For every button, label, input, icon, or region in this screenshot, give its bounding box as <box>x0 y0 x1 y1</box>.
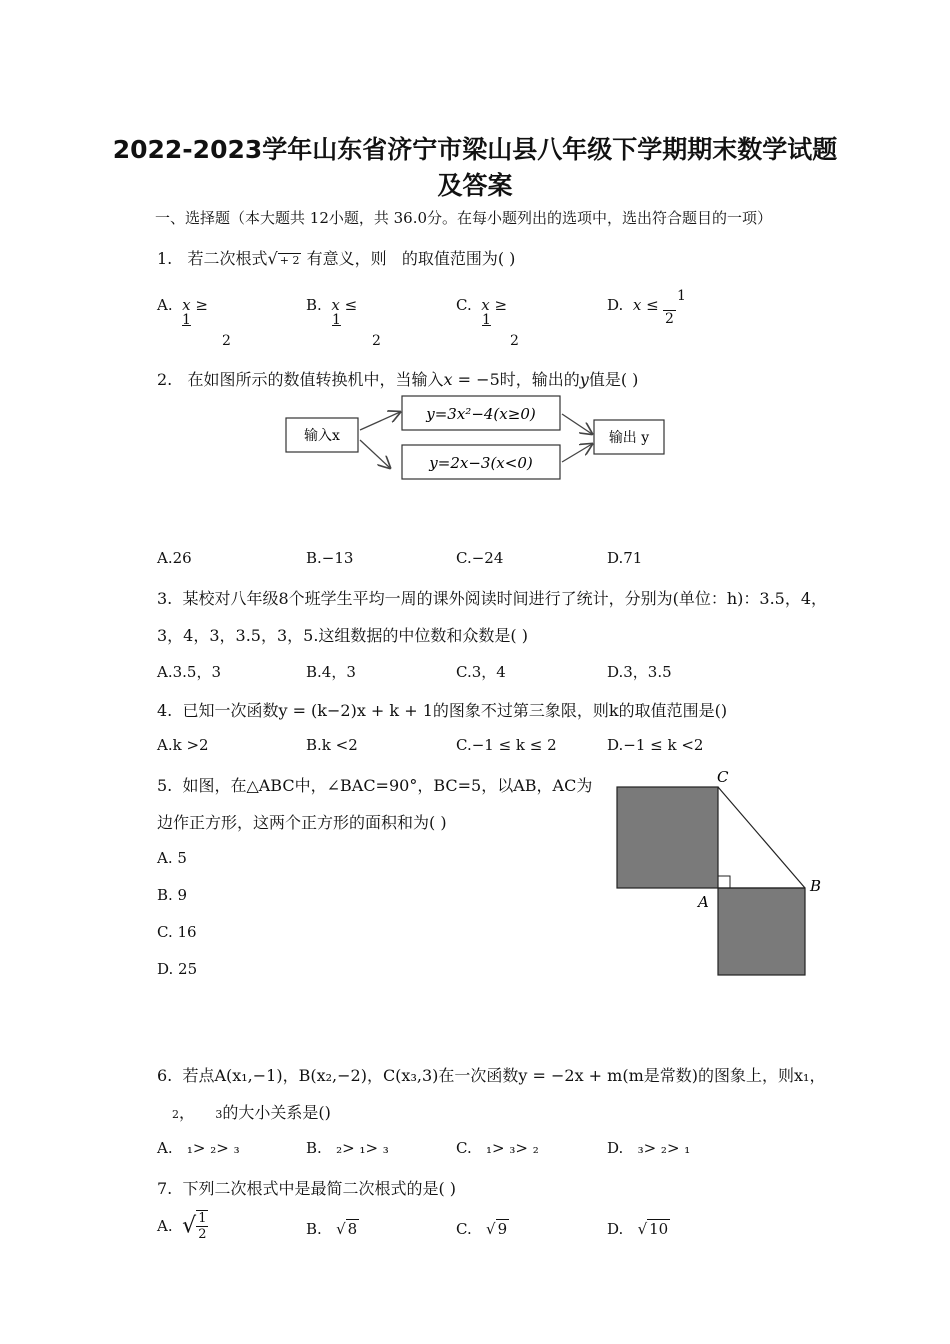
q4-option-c[interactable]: C.−1 ≤ k ≤ 2 <box>456 736 557 754</box>
q2-stem-c: 值是( ) <box>588 370 639 389</box>
q1-d-label: D. <box>607 296 624 314</box>
q6-c-expr: ₁> ₃> ₂ <box>486 1139 539 1157</box>
q6-line1: 若点A(x₁,−1)，B(x₂,−2)，C(x₃,3)在一次函数y = −2x + m(m是常数)的图象上，则x₁， <box>182 1066 826 1085</box>
q5-option-d[interactable]: D. 25 <box>157 960 198 978</box>
q1-option-d[interactable] <box>607 296 659 314</box>
q6-option-d[interactable] <box>607 1139 690 1157</box>
hypotenuse-bc <box>718 787 805 888</box>
q1-d-num: 1 <box>677 288 686 304</box>
q2-stem-eq: = −5 <box>452 370 500 389</box>
q1-b-label: B. <box>306 296 322 314</box>
q1-c-rel: ≥ <box>494 296 508 314</box>
q7-a-fraction <box>196 1210 208 1242</box>
q7-a-num: 1 <box>198 1211 207 1226</box>
q7-a-den: 2 <box>198 1227 207 1242</box>
sqrt-sign-icon: √ <box>336 1220 346 1238</box>
doc-title-line1: 2022-2023学年山东省济宁市梁山县八年级下学期期末数学试题 <box>112 135 838 164</box>
q6-sub3: 3 <box>215 1108 223 1121</box>
q7-option-a[interactable] <box>157 1210 208 1242</box>
q3-option-c[interactable]: C.3，4 <box>456 663 506 681</box>
q5-number: 5. <box>157 776 173 795</box>
q2-stem-y: y <box>579 370 589 389</box>
label-a: A <box>698 893 709 911</box>
q1-c-label: C. <box>456 296 472 314</box>
q7-option-c[interactable] <box>456 1220 509 1238</box>
q1-c-den: 2 <box>510 333 519 349</box>
q6-option-c[interactable] <box>456 1139 539 1157</box>
formula-top-label: y=3x²−4(x≥0) <box>426 405 536 423</box>
q1-stem-a: 若二次根式 <box>187 249 268 268</box>
q1-b-num: 1 <box>332 312 341 328</box>
arrow-icon <box>562 414 592 434</box>
q6-option-b[interactable] <box>306 1139 389 1157</box>
q6-stem-line2: 2， 3的大小关系是() <box>172 1103 331 1122</box>
q7-c-label: C. <box>456 1220 472 1238</box>
q3-option-d[interactable]: D.3，3.5 <box>607 663 672 681</box>
q6-a-label: A. <box>157 1139 173 1157</box>
q7-c-radicand: 9 <box>497 1220 508 1238</box>
q3-option-a[interactable]: A.3.5，3 <box>157 663 221 681</box>
arrow-icon <box>360 440 390 468</box>
arrow-icon <box>360 412 400 430</box>
q6-b-expr: ₂> ₁> ₃ <box>336 1139 389 1157</box>
q6-number: 6. <box>157 1066 173 1085</box>
q5-stem-line1 <box>157 773 592 796</box>
q7-option-b[interactable] <box>306 1220 359 1238</box>
q1-radicand: + 2 <box>279 254 300 267</box>
q1-b-var: x <box>331 296 340 314</box>
q7-b-radicand: 8 <box>347 1220 358 1238</box>
q5-option-b[interactable]: B. 9 <box>157 886 188 904</box>
q6-stem-line1 <box>157 1063 825 1086</box>
q2-stem-a: 在如图所示的数值转换机中，当输入 <box>187 370 444 389</box>
q5-stem-line2: 边作正方形，这两个正方形的面积和为( ) <box>157 813 447 832</box>
q1-stem <box>157 246 515 269</box>
q1-stem-c: 的取值范围为( ) <box>401 249 516 268</box>
q2-number: 2. <box>157 370 173 389</box>
q3-number: 3. <box>157 589 173 608</box>
input-box-label: 输入x <box>304 428 340 444</box>
q4-option-d[interactable]: D.−1 ≤ k <2 <box>607 736 704 754</box>
q1-number: 1. <box>157 249 173 268</box>
formula-bottom-label: y=2x−3(x<0) <box>429 454 533 472</box>
q7-option-d[interactable] <box>607 1220 670 1238</box>
output-box-label: 输出 y <box>608 430 650 446</box>
q1-d-den: 2 <box>665 311 674 327</box>
q6-c-label: C. <box>456 1139 472 1157</box>
q6-d-expr: ₃> ₂> ₁ <box>637 1139 691 1157</box>
q1-stem-b: 有意义，则 <box>306 249 387 268</box>
q7-b-label: B. <box>306 1220 322 1238</box>
q4-number: 4. <box>157 701 173 720</box>
q6-b-label: B. <box>306 1139 322 1157</box>
q7-number: 7. <box>157 1179 173 1198</box>
q2-stem-b: 时，输出的 <box>499 370 580 389</box>
q7-d-radicand: 10 <box>649 1220 669 1238</box>
square-ab <box>718 888 805 975</box>
q2-option-d[interactable]: D.71 <box>607 549 643 567</box>
q7-stem-text: 下列二次根式中是最简二次根式的是( ) <box>182 1179 457 1198</box>
sqrt-sign-icon: √ <box>486 1220 496 1238</box>
q1-c-num: 1 <box>482 312 491 328</box>
q4-option-b[interactable]: B.k <2 <box>306 736 358 754</box>
q7-d-label: D. <box>607 1220 624 1238</box>
q1-b-rel: ≤ <box>344 296 358 314</box>
sqrt-sign-icon: √ <box>182 1213 197 1239</box>
q5-option-a[interactable]: A. 5 <box>157 849 187 867</box>
sqrt-sign-icon: √ <box>267 249 278 268</box>
q6-d-label: D. <box>607 1139 624 1157</box>
q3-stem-line2: 3，4，3，3.5，3，5.这组数据的中位数和众数是( ) <box>157 626 529 645</box>
q5-option-c[interactable]: C. 16 <box>157 923 197 941</box>
label-b: B <box>810 877 822 895</box>
q5-line1: 如图，在△ABC中，∠BAC=90°，BC=5，以AB，AC为 <box>182 776 593 795</box>
q3-option-b[interactable]: B.4，3 <box>306 663 356 681</box>
q4-option-a[interactable]: A.k >2 <box>157 736 209 754</box>
q1-c-var: x <box>481 296 490 314</box>
q1-a-var: x <box>182 296 191 314</box>
q1-a-num: 1 <box>182 312 191 328</box>
q3-stem-line1 <box>157 586 827 609</box>
label-c: C <box>717 768 729 786</box>
right-angle-icon <box>718 876 730 888</box>
q6-option-a[interactable] <box>157 1139 240 1157</box>
q2-flow-diagram <box>280 390 680 490</box>
q2-stem <box>157 367 638 390</box>
q1-a-label: A. <box>157 296 173 314</box>
square-ac <box>617 787 718 888</box>
q1-a-rel: ≥ <box>195 296 208 314</box>
q2-option-c[interactable]: C.−24 <box>456 549 504 567</box>
q1-a-den: 2 <box>222 333 231 349</box>
q1-b-den: 2 <box>372 333 381 349</box>
q3-line1: 某校对八年级8个班学生平均一周的课外阅读时间进行了统计，分别为(单位：h)：3.5，4， <box>182 589 828 608</box>
q2-option-a[interactable]: A.26 <box>157 549 192 567</box>
q6-a-expr: ₁> ₂> ₃ <box>186 1139 240 1157</box>
q2-option-b[interactable]: B.−13 <box>306 549 354 567</box>
arrow-icon <box>562 444 592 462</box>
q7-stem <box>157 1176 456 1199</box>
q6-line2: 的大小关系是() <box>222 1103 331 1122</box>
sqrt-sign-icon: √ <box>637 1220 648 1238</box>
q5-squares-figure <box>605 765 835 985</box>
q2-stem-x: x <box>443 370 453 389</box>
q1-d-var: x <box>632 296 642 314</box>
q4-stem <box>157 698 727 721</box>
doc-title-line2: 及答案 <box>437 171 513 200</box>
q6-sub2: 2 <box>172 1108 179 1121</box>
section-header: 一、选择题（本大题共 12小题，共 36.0分。在每小题列出的选项中，选出符合题目的一项） <box>155 209 773 227</box>
q4-stem-text: 已知一次函数y = (k−2)x + k + 1的图象不过第三象限，则k的取值范围是() <box>182 701 728 720</box>
q7-a-label: A. <box>157 1217 173 1235</box>
q1-d-rel: ≤ <box>646 296 659 314</box>
